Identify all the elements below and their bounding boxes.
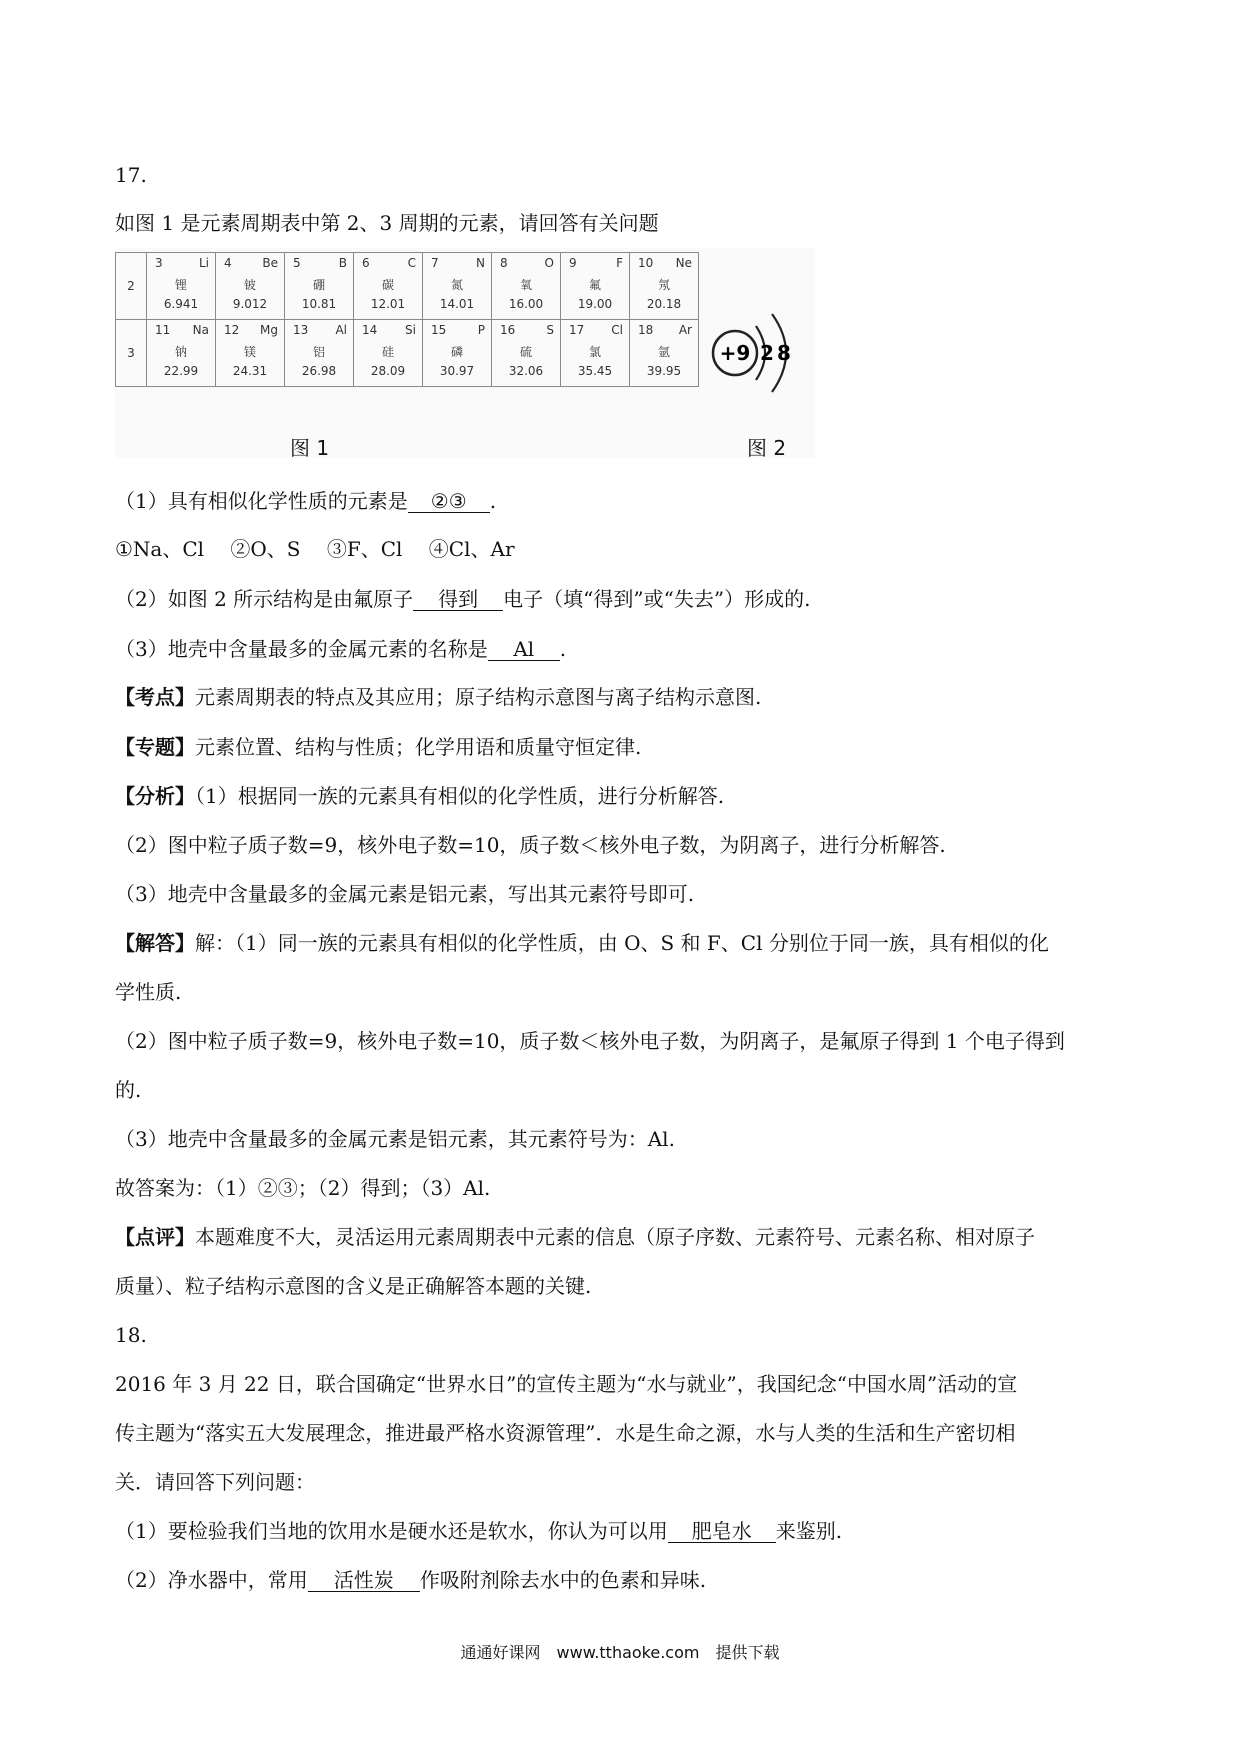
- atomic-number: 3: [155, 256, 163, 270]
- q18-stem-1: 2016 年 3 月 22 日，联合国确定“世界水日”的宣传主题为“水与就业”，我国纪念“中国水周”活动的宣: [115, 1372, 1018, 1396]
- element-cell: [630, 320, 699, 387]
- q17-part1-answer: ②③: [408, 490, 490, 513]
- element-cell: [492, 320, 561, 387]
- jieda-text-1b: 学性质.: [115, 980, 182, 1004]
- element-name: 铍: [243, 278, 256, 292]
- q17-part3-answer: Al: [488, 638, 560, 661]
- element-cell: [561, 253, 630, 320]
- q18-stem-3: 关．请回答下列问题：: [115, 1470, 315, 1494]
- question-17-number: 17.: [115, 163, 147, 187]
- q18-part2: [115, 1567, 706, 1593]
- atomic-mass: 20.18: [646, 297, 682, 311]
- element-cell: [423, 253, 492, 320]
- element-cell: [216, 253, 285, 320]
- element-name: 铝: [312, 345, 325, 359]
- dianping-text-2: 质量）、粒子结构示意图的含义是正确解答本题的关键.: [115, 1274, 592, 1298]
- atomic-mass: 16.00: [508, 297, 544, 311]
- atomic-mass: 9.012: [232, 297, 268, 311]
- element-name: 氖: [657, 278, 670, 292]
- kaodian-text: 元素周期表的特点及其应用；原子结构示意图与离子结构示意图.: [195, 685, 762, 709]
- jieda-text-2b: 的.: [115, 1078, 142, 1102]
- atomic-number: 5: [293, 256, 301, 270]
- zhuanti-text: 元素位置、结构与性质；化学用语和质量守恒定律.: [195, 735, 642, 759]
- period-row: [116, 253, 699, 320]
- atomic-mass: 22.99: [163, 364, 199, 378]
- zhuanti-tag: 【专题】: [115, 735, 195, 759]
- element-name: 氮: [450, 278, 463, 292]
- fluoride-ion-structure-diagram: [700, 288, 810, 418]
- q17-jieda: [115, 930, 1049, 956]
- element-symbol: N: [476, 256, 485, 270]
- q17-kaodian: [115, 684, 761, 710]
- element-cell: [354, 320, 423, 387]
- atomic-mass: 35.45: [577, 364, 613, 378]
- q17-part3-text: （3）地壳中含量最多的金属元素的名称是: [115, 637, 488, 661]
- element-symbol: Be: [262, 256, 278, 270]
- question-18-number: 18.: [115, 1323, 147, 1347]
- q17-part1-text: （1）具有相似化学性质的元素是: [115, 489, 408, 513]
- element-cell: [147, 253, 216, 320]
- atomic-number: 17: [569, 323, 585, 337]
- q18-part1: [115, 1518, 842, 1544]
- element-symbol: Na: [192, 323, 209, 337]
- jieda-text-1a: 解：（1）同一族的元素具有相似的化学性质，由 O、S 和 F、Cl 分别位于同一族，具有相似的化: [195, 931, 1049, 955]
- element-name: 钠: [174, 345, 187, 359]
- element-symbol: Al: [335, 323, 347, 337]
- element-cell: [561, 320, 630, 387]
- atomic-number: 15: [431, 323, 447, 337]
- atomic-number: 7: [431, 256, 439, 270]
- atomic-number: 13: [293, 323, 309, 337]
- period-number: 2: [116, 253, 147, 320]
- q17-part2-answer: 得到: [413, 588, 503, 611]
- q17-part2: [115, 586, 810, 612]
- element-symbol: C: [407, 256, 416, 270]
- atomic-mass: 19.00: [577, 297, 613, 311]
- atomic-mass: 24.31: [232, 364, 268, 378]
- element-name: 镁: [243, 345, 256, 359]
- q17-part3: [115, 636, 566, 662]
- element-name: 磷: [450, 345, 463, 359]
- element-cell: [147, 320, 216, 387]
- atomic-number: 16: [500, 323, 516, 337]
- atomic-number: 6: [362, 256, 370, 270]
- q18-part2-answer: 活性炭: [308, 1569, 420, 1592]
- q17-options: ①Na、Cl ②O、S ③F、Cl ④Cl、Ar: [115, 537, 515, 561]
- jieda-text-3: （3）地壳中含量最多的金属元素是铝元素，其元素符号为：Al.: [115, 1127, 675, 1151]
- atomic-mass: 14.01: [439, 297, 475, 311]
- element-symbol: B: [338, 256, 347, 270]
- q18-stem-2: 传主题为“落实五大发展理念，推进最严格水资源管理”．水是生命之源，水与人类的生活和生产密切相: [115, 1421, 1016, 1445]
- q17-dianping: [115, 1224, 1035, 1250]
- element-name: 碳: [381, 278, 394, 292]
- element-cell: [630, 253, 699, 320]
- dianping-text-1: 本题难度不大，灵活运用元素周期表中元素的信息（原子序数、元素符号、元素名称、相对原子: [195, 1225, 1035, 1249]
- element-name: 硫: [519, 345, 532, 359]
- shell-2-electrons: 8: [777, 341, 791, 365]
- atomic-mass: 28.09: [370, 364, 406, 378]
- atomic-number: 4: [224, 256, 232, 270]
- page-footer: 通通好课网 www.tthaoke.com 提供下载: [460, 1643, 780, 1662]
- dianping-tag: 【点评】: [115, 1225, 195, 1249]
- element-symbol: Li: [198, 256, 209, 270]
- element-name: 锂: [174, 278, 187, 292]
- q18-part2-end: 作吸附剂除去水中的色素和异味.: [419, 1568, 707, 1592]
- q17-part2-end: 电子（填“得到”或“失去”）形成的.: [503, 587, 811, 611]
- element-symbol: P: [477, 323, 485, 337]
- fenxi-text-3: （3）地壳中含量最多的金属元素是铝元素，写出其元素符号即可.: [115, 882, 695, 906]
- atomic-mass: 39.95: [646, 364, 682, 378]
- element-symbol: O: [544, 256, 554, 270]
- q18-part1-answer: 肥皂水: [668, 1520, 776, 1543]
- fenxi-tag: 【分析】: [115, 784, 195, 808]
- element-name: 硅: [381, 345, 394, 359]
- atomic-mass: 6.941: [163, 297, 199, 311]
- atomic-mass: 10.81: [301, 297, 337, 311]
- answer-summary: 故答案为：（1）②③；（2）得到；（3）Al.: [115, 1176, 491, 1200]
- element-symbol: Ar: [678, 323, 692, 337]
- element-name: 硼: [312, 278, 325, 292]
- element-cell: [492, 253, 561, 320]
- element-cell: [285, 320, 354, 387]
- atomic-number: 10: [638, 256, 654, 270]
- element-symbol: Cl: [611, 323, 623, 337]
- element-symbol: Ne: [675, 256, 692, 270]
- atomic-number: 9: [569, 256, 577, 270]
- period-number: 3: [116, 320, 147, 387]
- fenxi-text-2: （2）图中粒子质子数=9，核外电子数=10，质子数＜核外电子数，为阴离子，进行分析解答.: [115, 833, 946, 857]
- q17-zhuanti: [115, 734, 641, 760]
- element-symbol: F: [616, 256, 623, 270]
- shell-1-electrons: 2: [760, 341, 774, 365]
- nucleus-charge: +9: [719, 341, 751, 365]
- element-symbol: Mg: [260, 323, 278, 337]
- element-name: 氯: [588, 345, 601, 359]
- element-symbol: Si: [405, 323, 416, 337]
- atomic-mass: 26.98: [301, 364, 337, 378]
- figure-1-caption: 图 1: [290, 436, 330, 460]
- periodic-table: [115, 252, 699, 387]
- element-name: 氧: [519, 278, 532, 292]
- figure-2-caption: 图 2: [747, 436, 787, 460]
- element-symbol: S: [546, 323, 554, 337]
- kaodian-tag: 【考点】: [115, 685, 195, 709]
- element-cell: [216, 320, 285, 387]
- atomic-number: 18: [638, 323, 654, 337]
- atomic-mass: 32.06: [508, 364, 544, 378]
- q17-part3-end: .: [559, 637, 567, 661]
- atomic-number: 12: [224, 323, 240, 337]
- q18-part1-text: （1）要检验我们当地的饮用水是硬水还是软水，你认为可以用: [115, 1519, 668, 1543]
- period-row: [116, 320, 699, 387]
- atomic-mass: 12.01: [370, 297, 406, 311]
- q17-part1: [115, 488, 496, 514]
- q18-part2-text: （2）净水器中，常用: [115, 1568, 308, 1592]
- q17-part1-end: .: [489, 489, 497, 513]
- question-17-stem: 如图 1 是元素周期表中第 2、3 周期的元素，请回答有关问题: [115, 211, 659, 235]
- atomic-number: 14: [362, 323, 378, 337]
- element-cell: [285, 253, 354, 320]
- atomic-number: 8: [500, 256, 508, 270]
- element-cell: [354, 253, 423, 320]
- q17-part2-text: （2）如图 2 所示结构是由氟原子: [115, 587, 414, 611]
- q18-part1-end: 来鉴别.: [775, 1519, 843, 1543]
- jieda-tag: 【解答】: [115, 931, 195, 955]
- q17-fenxi: [115, 783, 724, 809]
- atomic-number: 11: [155, 323, 171, 337]
- figure-periodic-table: [115, 248, 815, 458]
- jieda-text-2a: （2）图中粒子质子数=9，核外电子数=10，质子数＜核外电子数，为阴离子，是氟原子得到 1 个电子得到: [115, 1029, 1065, 1053]
- fenxi-text-1: （1）根据同一族的元素具有相似的化学性质，进行分析解答.: [195, 784, 725, 808]
- element-cell: [423, 320, 492, 387]
- element-name: 氩: [657, 345, 670, 359]
- atomic-mass: 30.97: [439, 364, 475, 378]
- element-name: 氟: [588, 278, 601, 292]
